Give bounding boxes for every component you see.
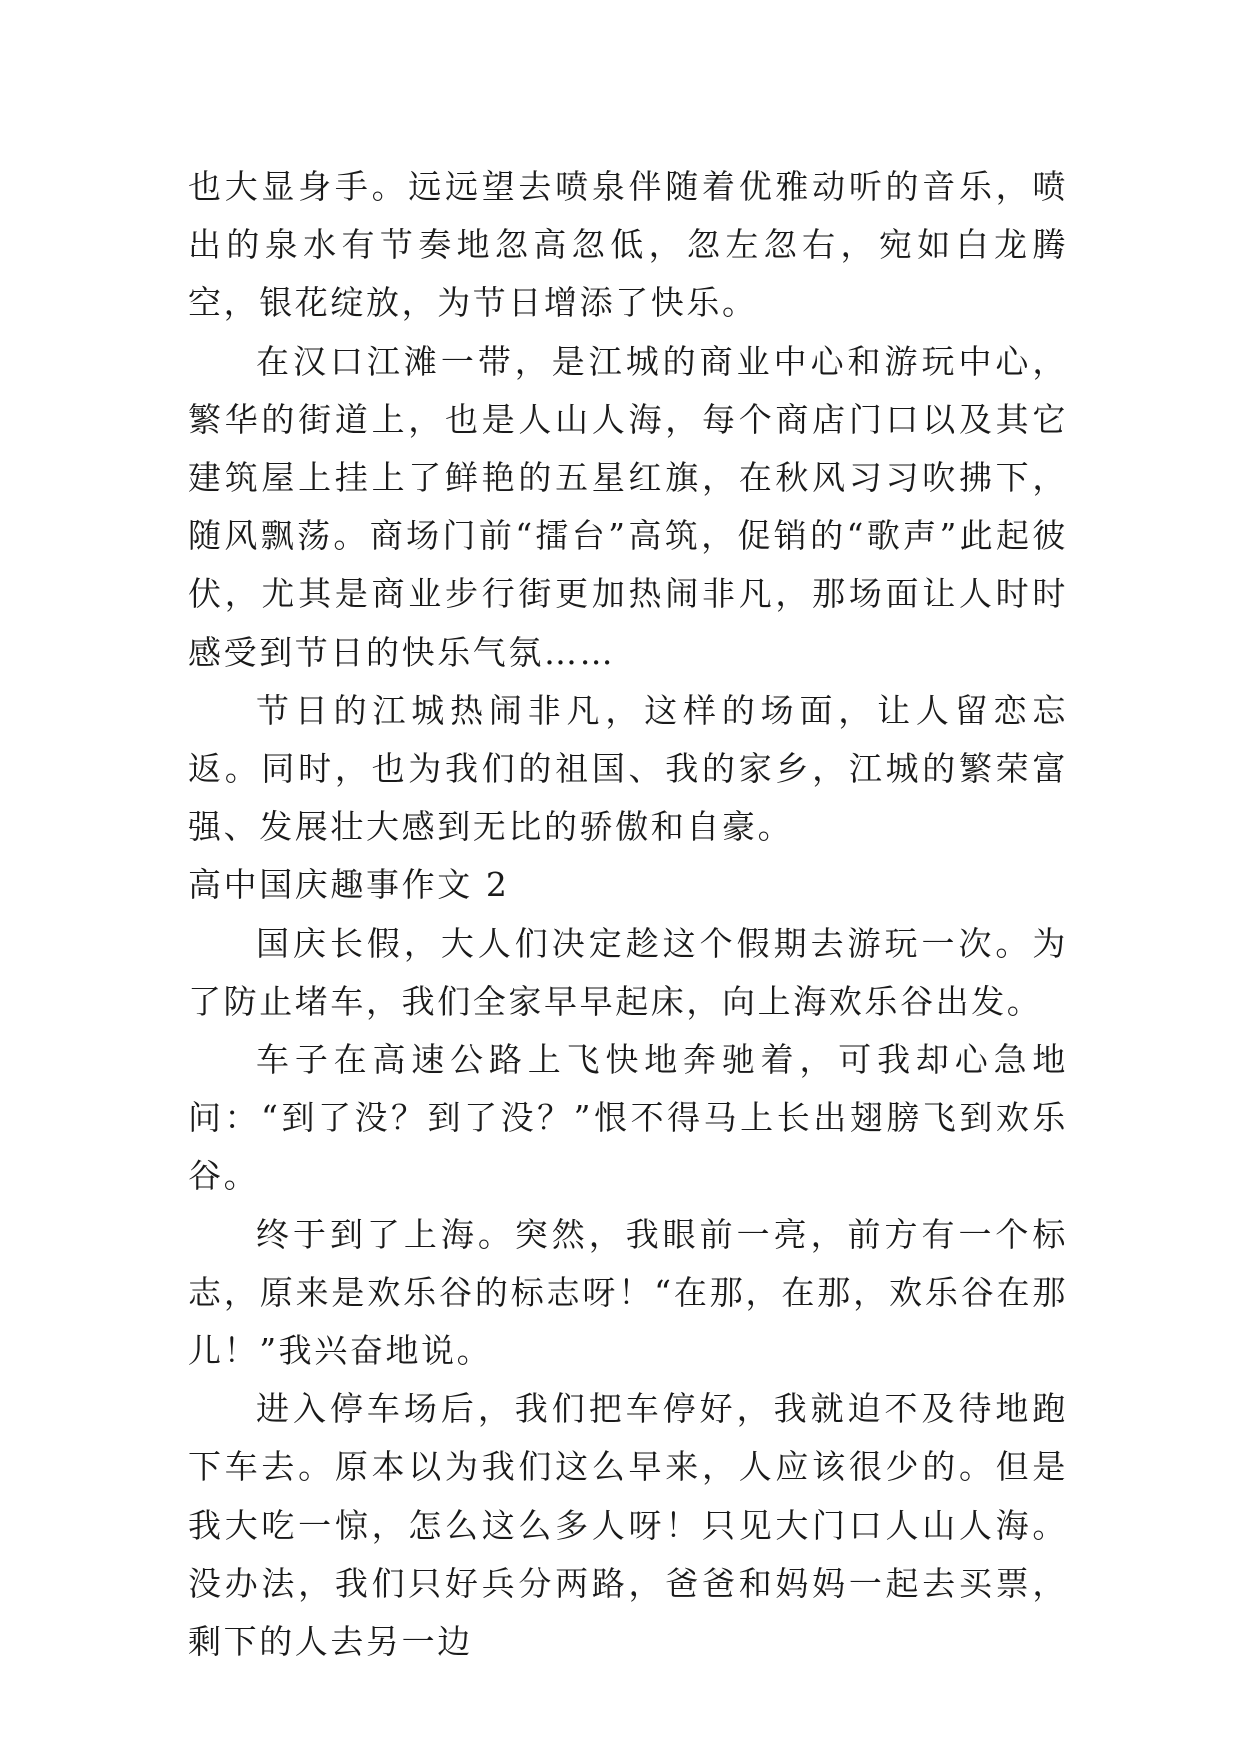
paragraph: 进入停车场后，我们把车停好，我就迫不及待地跑下车去。原本以为我们这么早来，人应该很少的。但是我大吃一惊，怎么这么多人呀！只见大门口人山人海。没办法，我们只好兵分两路，爸爸和妈妈一起去买票，剩下的人去另一边 <box>188 1389 1068 1662</box>
paragraph: 国庆长假，大人们决定趁这个假期去游玩一次。为了防止堵车，我们全家早早起床，向上海欢乐谷出发。 <box>188 923 1068 1021</box>
document-body <box>188 158 1068 1671</box>
paragraph: 终于到了上海。突然，我眼前一亮，前方有一个标志，原来是欢乐谷的标志呀！“在那，在那，欢乐谷在那儿！”我兴奋地说。 <box>188 1214 1068 1371</box>
paragraph: 车子在高速公路上飞快地奔驰着，可我却心急地问：“到了没？到了没？”恨不得马上长出翅膀飞到欢乐谷。 <box>188 1040 1068 1196</box>
paragraph: 节日的江城热闹非凡，这样的场面，让人留恋忘返。同时，也为我们的祖国、我的家乡，江城的繁荣富强、发展壮大感到无比的骄傲和自豪。 <box>188 690 1068 847</box>
paragraph-continued: 也大显身手。远远望去喷泉伴随着优雅动听的音乐，喷出的泉水有节奏地忽高忽低，忽左忽右，宛如白龙腾空，银花绽放，为节日增添了快乐。 <box>188 167 1068 323</box>
paragraph: 在汉口江滩一带，是江城的商业中心和游玩中心，繁华的街道上，也是人山人海，每个商店门口以及其它建筑屋上挂上了鲜艳的五星红旗，在秋风习习吹拂下，随风飘荡。商场门前“擂台”高筑，促销的“歌声”此起彼伏，尤其是商业步行街更加热闹非凡，那场面让人时时感受到节日的快乐气氛…… <box>188 341 1068 672</box>
section-title: 高中国庆趣事作文 2 <box>188 865 510 905</box>
